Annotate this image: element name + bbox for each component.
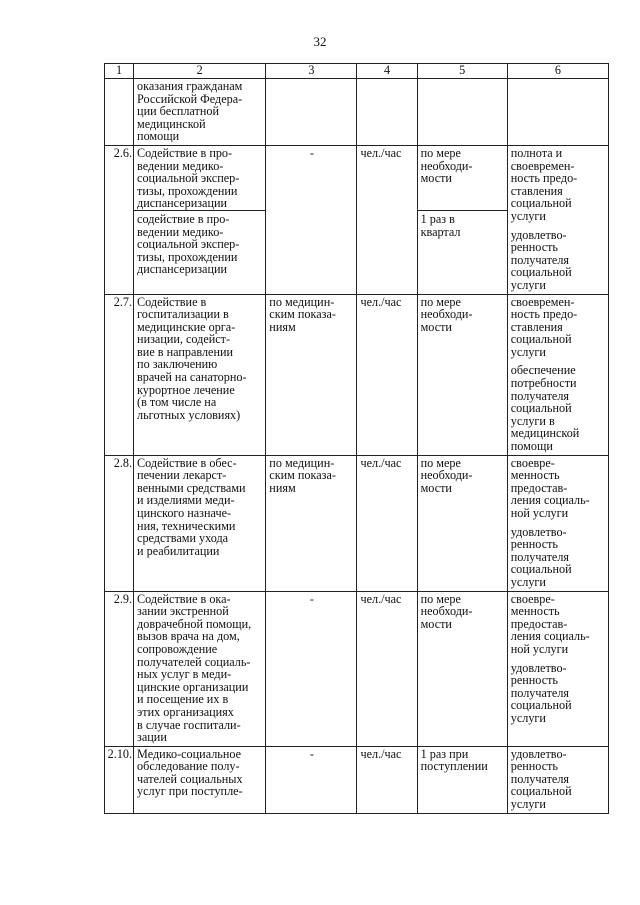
frequency-text: 1 раз при поступлении (420, 746, 488, 774)
row-number: 2.6. (105, 145, 134, 294)
row-number: 2.7. (105, 294, 134, 455)
service-text: Содействие в про- ведении медико- социальной экспер- тизы, прохождении диспансеризации (137, 145, 240, 211)
criteria-cell (507, 591, 608, 746)
service-text: Содействие в госпитализации в медицинские орга- низации, содейст- вие в направлении по заключению врачей на санаторно- курортное лечение (в том числе на льготных условиях) (137, 294, 247, 422)
criteria-text: своевре- менность предостав- ления социаль- ной услуги (510, 455, 590, 520)
service-text: оказания гражданам Российской Федера- ции бесплатной медицинской помощи (137, 79, 243, 144)
condition-cell (266, 746, 357, 813)
criteria-cell (507, 294, 608, 455)
service-text-secondary: содействие в про- ведении медико- социальной экспер- тизы, прохождении диспансеризации (134, 210, 265, 276)
page-number: 32 (313, 34, 327, 49)
services-table (104, 63, 609, 814)
condition-text: - (309, 746, 314, 761)
header-cell-1: 1 (105, 64, 134, 79)
condition-cell (266, 79, 357, 146)
header-cell-2: 2 (134, 64, 266, 79)
table-row-continuation (105, 79, 609, 146)
table-row (105, 746, 609, 813)
frequency-cell (417, 455, 507, 591)
unit-text: чел./час (360, 145, 402, 160)
criteria-cell (507, 746, 608, 813)
criteria-cell (507, 79, 608, 146)
table-row (105, 145, 609, 294)
condition-cell (266, 145, 357, 294)
frequency-text-secondary: 1 раз в квартал (418, 210, 507, 238)
frequency-text: по мере необходи- мости (420, 294, 473, 334)
table-row (105, 455, 609, 591)
service-cell (134, 294, 266, 455)
condition-text: по медицин- ским показа- ниям (269, 294, 336, 334)
row-number: 2.10. (105, 746, 134, 813)
condition-text: - (309, 591, 314, 606)
service-cell (134, 746, 266, 813)
header-cell-5: 5 (417, 64, 507, 79)
row-number: 2.8. (105, 455, 134, 591)
unit-cell (357, 145, 417, 294)
service-text: Медико-социальное обследование полу- чателей социальных услуг при поступле- (137, 746, 243, 799)
criteria-text: своевремен- ность предо- ставления социальной услуги (510, 294, 578, 359)
table-header-row (105, 64, 609, 79)
unit-cell (357, 294, 417, 455)
unit-cell (357, 746, 417, 813)
criteria-text: удовлетво- ренность получателя социальной услуги (510, 227, 572, 292)
service-text: Содействие в обес- печении лекарст- венными средствами и изделиями меди- цинского назначе- ния, техническими средствами ухода и реабилитации (137, 455, 246, 558)
frequency-cell (417, 591, 507, 746)
unit-cell (357, 591, 417, 746)
row-number (105, 79, 134, 146)
condition-text: по медицин- ским показа- ниям (269, 455, 336, 495)
unit-text: чел./час (360, 294, 402, 309)
criteria-text: удовлетво- ренность получателя социальной услуги (510, 524, 572, 589)
unit-text: чел./час (360, 455, 402, 470)
header-cell-4: 4 (357, 64, 417, 79)
header-cell-3: 3 (266, 64, 357, 79)
frequency-cell (417, 746, 507, 813)
service-text: Содействие в ока- зании экстренной доврачебной помощи, вызов врача на дом, сопровождение получателей социаль- ных услуг в меди- цинские организации и посещение их в этих организациях в случае госпитали- зации (137, 591, 252, 745)
criteria-cell (507, 145, 608, 294)
unit-cell (357, 455, 417, 591)
criteria-text: удовлетво- ренность получателя социальной услуги (510, 660, 572, 725)
frequency-text: по мере необходи- мости (420, 145, 473, 186)
unit-text: чел./час (360, 591, 402, 606)
condition-cell (266, 455, 357, 591)
criteria-text: полнота и своевремен- ность предо- ставления социальной услуги (510, 145, 578, 223)
unit-cell (357, 79, 417, 146)
table-row (105, 294, 609, 455)
criteria-cell (507, 455, 608, 591)
frequency-text: по мере необходи- мости (420, 455, 473, 495)
row-number: 2.9. (105, 591, 134, 746)
service-cell (134, 591, 266, 746)
unit-text: чел./час (360, 746, 402, 761)
service-cell (134, 79, 266, 146)
frequency-cell (417, 79, 507, 146)
criteria-text: обеспечение потребности получателя социальной услуги в медицинской помощи (510, 363, 580, 454)
table-row (105, 591, 609, 746)
criteria-text: своевре- менность предостав- ления социаль- ной услуги (510, 591, 590, 656)
service-cell (134, 455, 266, 591)
frequency-cell (417, 294, 507, 455)
condition-cell (266, 591, 357, 746)
frequency-cell (417, 145, 507, 294)
condition-cell (266, 294, 357, 455)
frequency-text: по мере необходи- мости (420, 591, 473, 631)
header-cell-6: 6 (507, 64, 608, 79)
condition-text: - (309, 145, 314, 160)
criteria-text: удовлетво- ренность получателя социальной услуги (510, 746, 572, 812)
service-cell (134, 145, 266, 294)
